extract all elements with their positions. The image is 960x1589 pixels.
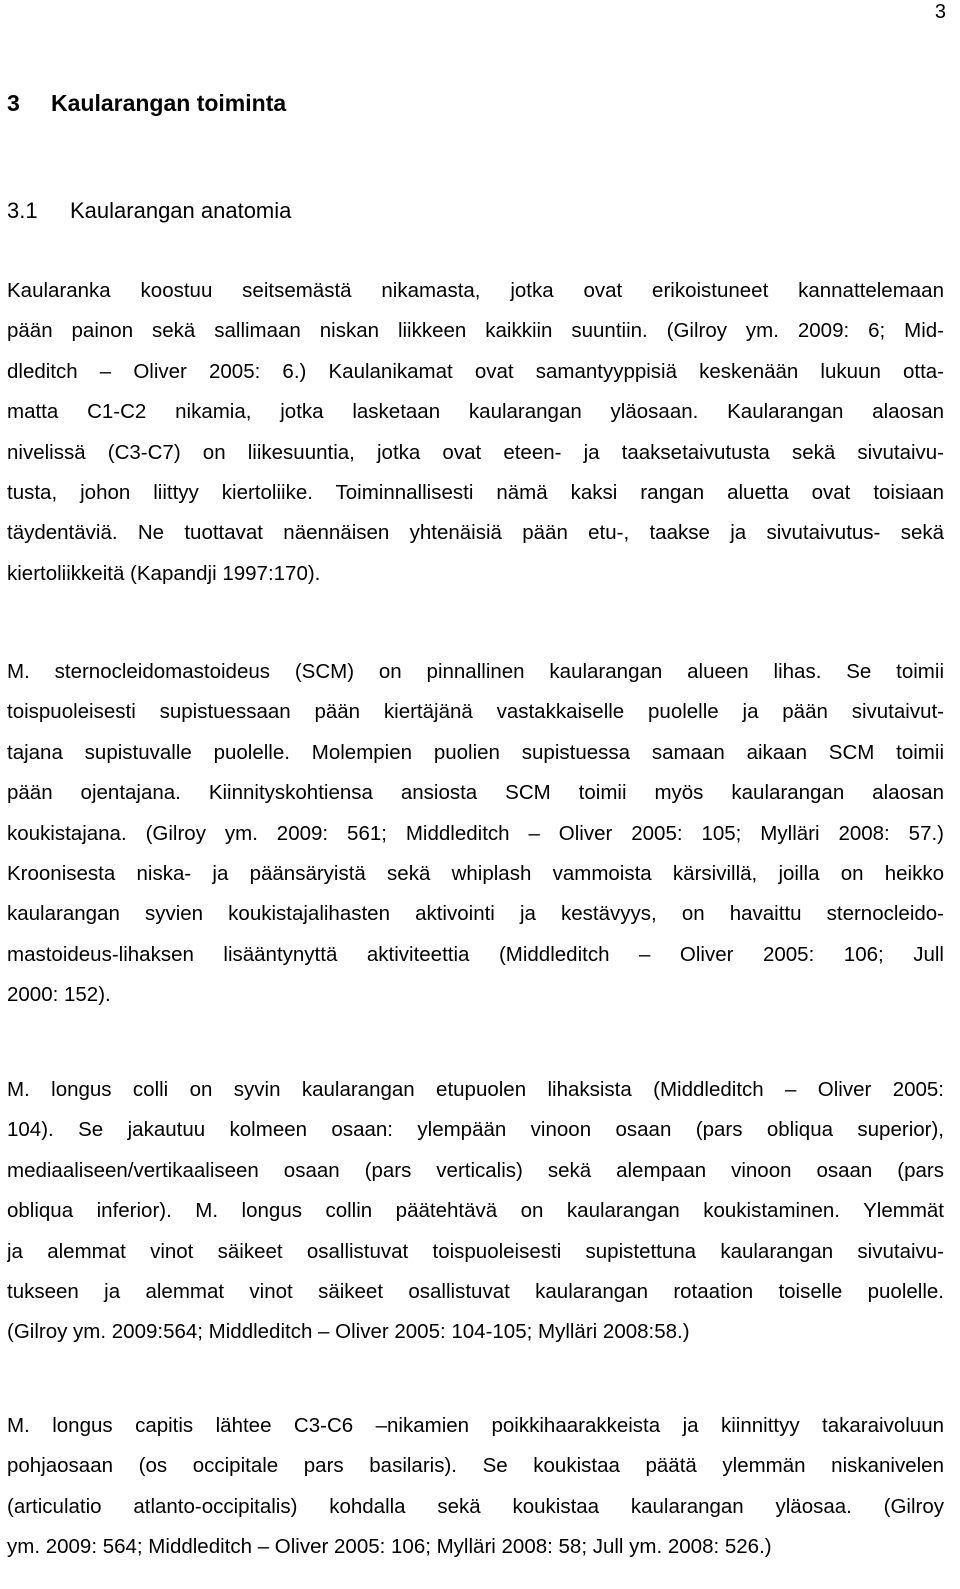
text-line: pään painon sekä sallimaan niskan liikkeen kaikkiin suuntiin. (Gilroy ym. 2009: 6; Mid- bbox=[7, 319, 944, 343]
paragraph-longus-capitis bbox=[7, 1406, 944, 1568]
paragraph-sternocleidomastoideus bbox=[7, 652, 944, 1016]
text-line: ja alemmat vinot säikeet osallistuvat toispuoleisesti supistettuna kaularangan sivutaivu- bbox=[7, 1239, 944, 1263]
text-line: täydentäviä. Ne tuottavat näennäisen yhtenäisiä pään etu-, taakse ja sivutaivutus- sekä bbox=[7, 521, 944, 545]
text-line: kaularangan syvien koukistajalihasten aktivointi ja kestävyys, on havaittu sternocleido- bbox=[7, 902, 944, 926]
text-line: dleditch – Oliver 2005: 6.) Kaulanikamat ovat samantyyppisiä keskenään lukuun otta- bbox=[7, 359, 944, 383]
text-line: toispuoleisesti supistuessaan pään kiertäjänä vastakkaiselle puolelle ja pään sivutaivut- bbox=[7, 700, 944, 724]
text-line: ym. 2009: 564; Middleditch – Oliver 2005: 106; Mylläri 2008: 58; Jull ym. 2008: 526.) bbox=[7, 1535, 772, 1559]
paragraph-longus-colli bbox=[7, 1070, 944, 1353]
text-line: tukseen ja alemmat vinot säikeet osallistuvat kaularangan rotaation toiselle puolelle. bbox=[7, 1279, 944, 1303]
text-line: M. longus capitis lähtee C3-C6 –nikamien poikkihaarakkeista ja kiinnittyy takaraivoluun bbox=[7, 1414, 944, 1437]
text-line: 2000: 152). bbox=[7, 983, 111, 1007]
text-line: Kaularanka koostuu seitsemästä nikamasta, jotka ovat erikoistuneet kannattelemaan bbox=[7, 279, 944, 302]
text-line: nivelissä (C3-C7) on liikesuuntia, jotka ovat eteen- ja taaksetaivutusta sekä sivutaivu- bbox=[7, 440, 944, 464]
text-line: Kroonisesta niska- ja päänsäryistä sekä whiplash vammoista kärsivillä, joilla on heikko bbox=[7, 861, 944, 885]
section-number: 3.1 bbox=[7, 198, 38, 223]
chapter-title: Kaularangan toiminta bbox=[51, 90, 287, 116]
text-line: mediaaliseen/vertikaaliseen osaan (pars verticalis) sekä alempaan vinoon osaan (pars bbox=[7, 1158, 944, 1182]
text-line: matta C1-C2 nikamia, jotka lasketaan kaularangan yläosaan. Kaularangan alaosan bbox=[7, 400, 944, 424]
section-heading bbox=[7, 196, 291, 226]
text-line: pään ojentajana. Kiinnityskohtiensa ansiosta SCM toimii myös kaularangan alaosan bbox=[7, 781, 944, 805]
text-line: koukistajana. (Gilroy ym. 2009: 561; Middleditch – Oliver 2005: 105; Mylläri 2008: 57.) bbox=[7, 821, 944, 845]
text-line: (articulatio atlanto-occipitalis) kohdalla sekä koukistaa kaularangan yläosaa. (Gilroy bbox=[7, 1494, 944, 1518]
text-line: M. longus colli on syvin kaularangan etupuolen lihaksista (Middleditch – Oliver 2005: bbox=[7, 1078, 944, 1101]
chapter-number: 3 bbox=[7, 90, 20, 116]
text-line: M. sternocleidomastoideus (SCM) on pinnallinen kaularangan alueen lihas. Se toimii bbox=[7, 660, 944, 683]
text-line: kiertoliikkeitä (Kapandji 1997:170). bbox=[7, 561, 321, 585]
text-line: 104). Se jakautuu kolmeen osaan: ylempään vinoon osaan (pars obliqua superior), bbox=[7, 1118, 944, 1142]
page-number: 3 bbox=[934, 1, 946, 23]
text-line: mastoideus-lihaksen lisääntynyttä aktiviteettia (Middleditch – Oliver 2005: 106; Jull bbox=[7, 942, 944, 966]
text-line: pohjaosaan (os occipitale pars basilaris). Se koukistaa päätä ylemmän niskanivelen bbox=[7, 1454, 944, 1478]
text-line: tajana supistuvalle puolelle. Molempien puolien supistuessa samaan aikaan SCM toimii bbox=[7, 740, 944, 764]
section-title: Kaularangan anatomia bbox=[70, 198, 292, 223]
text-line: (Gilroy ym. 2009:564; Middleditch – Oliver 2005: 104-105; Mylläri 2008:58.) bbox=[7, 1320, 690, 1344]
text-line: obliqua inferior). M. longus collin päätehtävä on kaularangan koukistaminen. Ylemmät bbox=[7, 1199, 944, 1223]
chapter-heading bbox=[7, 88, 286, 118]
text-line: tusta, johon liittyy kiertoliike. Toiminnallisesti nämä kaksi rangan aluetta ovat toisiaan bbox=[7, 480, 944, 504]
paragraph-cervical-anatomy bbox=[7, 271, 944, 594]
